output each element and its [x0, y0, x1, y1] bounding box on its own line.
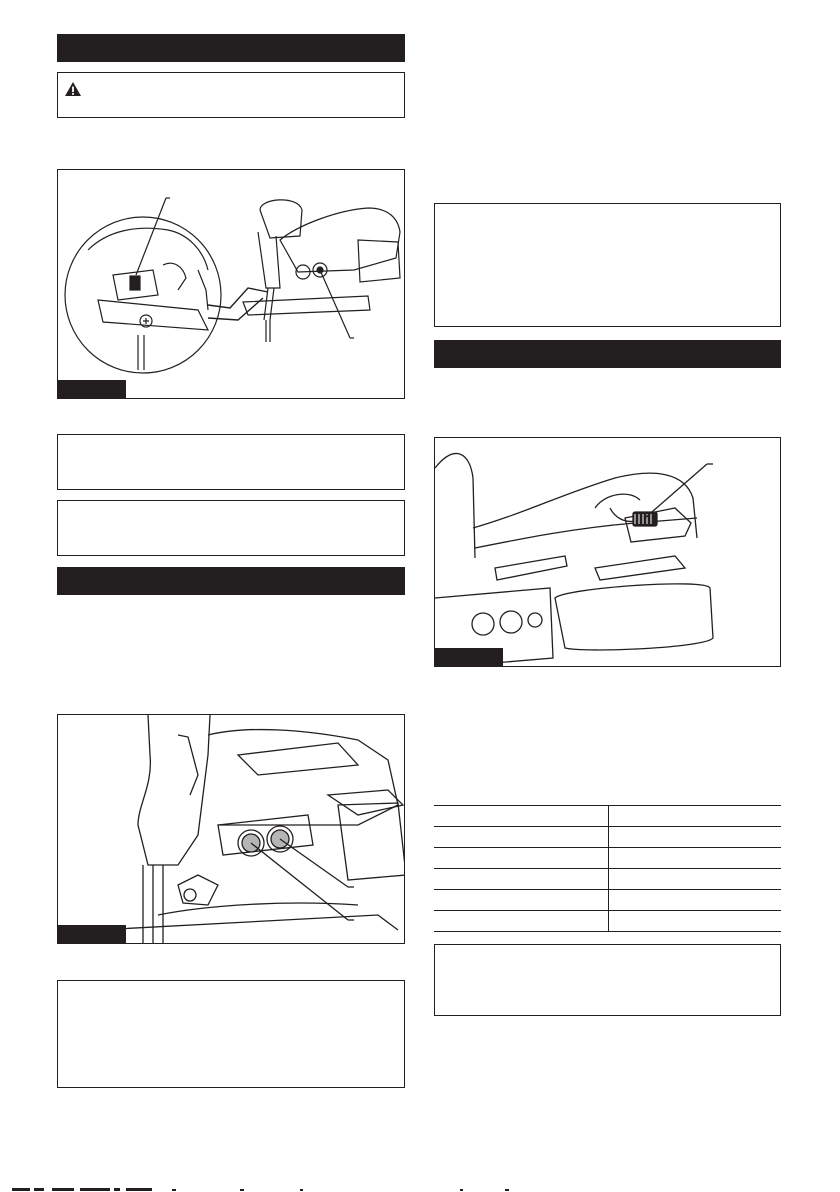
warning-box — [57, 72, 405, 118]
figure-3-drawing — [58, 715, 405, 944]
figure-1-tag — [58, 380, 126, 398]
note-box-5 — [57, 980, 405, 1088]
table-row — [434, 890, 781, 911]
section-heading-3 — [434, 346, 442, 361]
figure-3-lamp-buttons — [57, 714, 405, 944]
figure-1-blade-clamp — [57, 169, 405, 399]
table-row — [434, 848, 781, 869]
warning-triangle-icon — [64, 81, 82, 97]
table-row — [434, 869, 781, 890]
speed-table — [434, 805, 781, 932]
figure-1-drawing — [58, 170, 405, 399]
section-heading-bar-1 — [57, 34, 405, 62]
note-box-1 — [57, 434, 405, 490]
section-heading-bar-3 — [434, 340, 781, 368]
note-box-3 — [434, 203, 781, 327]
figure-3-tag — [58, 925, 126, 943]
section-heading-1 — [57, 40, 65, 55]
figure-4-drawing — [435, 438, 781, 667]
table-row — [434, 911, 781, 932]
note-box-4 — [434, 944, 781, 1016]
table-row — [434, 806, 781, 827]
table-row — [434, 827, 781, 848]
figure-4-speed-dial — [434, 437, 781, 667]
section-heading-2 — [57, 573, 65, 588]
section-heading-bar-2 — [57, 567, 405, 595]
figure-4-tag — [435, 648, 503, 666]
scan-artifact-strip — [0, 1186, 840, 1192]
note-box-2 — [57, 500, 405, 556]
